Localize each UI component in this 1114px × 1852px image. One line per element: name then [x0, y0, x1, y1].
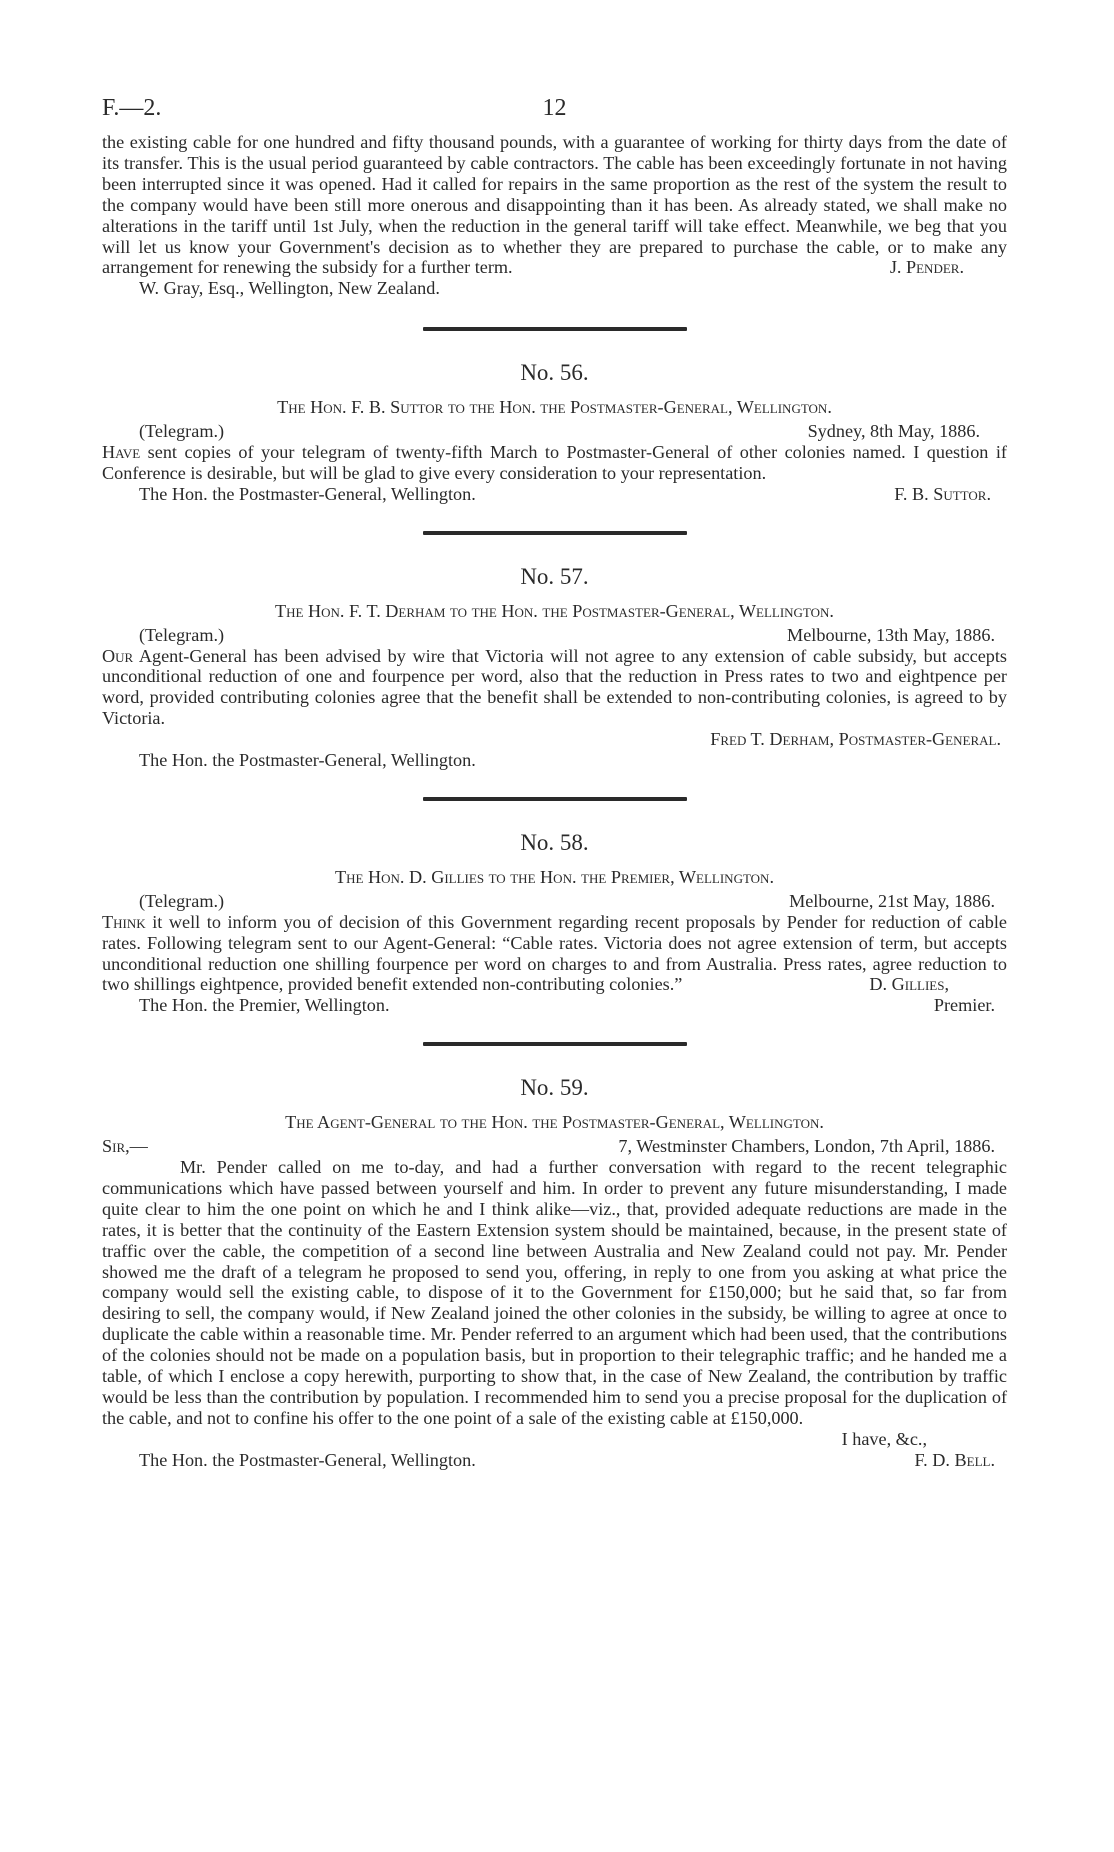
- divider: [102, 327, 1007, 331]
- letter-59: [102, 1074, 1007, 1470]
- telegram-row: [102, 891, 1007, 912]
- letter-number: No. 59.: [520, 1075, 589, 1101]
- page-header: [102, 96, 1007, 132]
- letter-signature: Fred T. Derham, Postmaster-General.: [710, 729, 1001, 750]
- letter-number: No. 56.: [520, 360, 589, 386]
- letter-57: [102, 563, 1007, 771]
- letter-signature: F. B. Suttor.: [894, 483, 991, 504]
- letter-signature: D. Gillies,: [869, 974, 949, 995]
- divider: [102, 531, 1007, 535]
- continuation-signature: J. Pender.: [889, 257, 964, 278]
- letter-body: Think it well to inform you of decision of this Government regarding recent proposals by Pender for reduction of cable rates. Following telegram sent to our Agent-General: “Cable rates. Victoria does not agree extension of term, but accepts unconditional reduction one shilling fourpence per word on charges to and from Australia. Press rates, agree reduction to two shillings eightpence, provided benefit extended non-contributing colonies.”: [102, 911, 1007, 995]
- letter-body: Have sent copies of your telegram of twenty-fifth March to Postmaster-General of other colonies named. I question if Conference is desirable, but will be glad to give every consideration to your representation.: [102, 441, 1007, 483]
- divider: [102, 1042, 1007, 1046]
- letter-number: No. 58.: [520, 829, 589, 855]
- telegram-label: (Telegram.): [139, 421, 225, 442]
- signature-title: Premier.: [933, 995, 995, 1016]
- letter-addressee: The Hon. the Premier, Wellington.: [139, 995, 390, 1016]
- continuation-paragraph: the existing cable for one hundred and fifty thousand pounds, with a guarantee of working for thirty days from the date of its transfer. This is the usual period guaranteed by cable contractors. The cable has been exceedingly fortunate in not having been interrupted since it was opened. Had it called for repairs in the same proportion as the rest of the system the result to the company would have been still more onerous and disappointing than it has been. As already stated, we shall make no alterations in the tariff until 1st July, when the reduction in the general tariff will take effect. Meanwhile, we beg that you will let us know your Government's decision as to whether they are prepared to purchase the cable, or to make any arrangement for renewing the subsidy for a further term.: [102, 132, 1007, 278]
- telegram-row: [102, 421, 1007, 442]
- paper-reference: F.—2.: [102, 95, 162, 121]
- letter-signature: F. D. Bell.: [914, 1449, 995, 1470]
- page-number: 12: [542, 95, 567, 121]
- letter-addressee: The Hon. the Postmaster-General, Wellington.: [139, 483, 476, 504]
- continuation-addressee: W. Gray, Esq., Wellington, New Zealand.: [139, 278, 440, 299]
- letter-title: The Hon. F. T. Derham to the Hon. the Postmaster-General, Wellington.: [275, 600, 834, 621]
- place-date: Melbourne, 21st May, 1886.: [789, 890, 995, 911]
- document-page: [102, 96, 1007, 1471]
- letter-addressee: The Hon. the Postmaster-General, Wellington.: [139, 750, 476, 771]
- letter-body: Our Agent-General has been advised by wire that Victoria will not agree to any extension of cable subsidy, but accepts unconditional reduction of one and fourpence per word, also that the reduction in Press rates to two and eightpence per word, provided contributing colonies agree that the benefit shall be extended to non-contributing colonies, is agreed to by Victoria.: [102, 645, 1007, 729]
- letter-title: The Agent-General to the Hon. the Postmaster-General, Wellington.: [285, 1112, 824, 1133]
- letter-58: [102, 829, 1007, 1016]
- telegram-row: [102, 625, 1007, 646]
- letter-56: [102, 359, 1007, 505]
- salutation-row: [102, 1136, 1007, 1157]
- addressee-signature-row: [102, 484, 1007, 505]
- closing: I have, &c.,: [841, 1428, 927, 1449]
- letter-title: The Hon. D. Gillies to the Hon. the Premier, Wellington.: [334, 866, 774, 887]
- telegram-label: (Telegram.): [139, 624, 225, 645]
- letter-addressee: The Hon. the Postmaster-General, Wellington.: [139, 1449, 476, 1470]
- salutation: Sir,—: [102, 1136, 148, 1157]
- place-date: 7, Westminster Chambers, London, 7th April, 1886.: [618, 1136, 995, 1157]
- divider: [102, 797, 1007, 801]
- letter-title: The Hon. F. B. Suttor to the Hon. the Postmaster-General, Wellington.: [277, 397, 832, 418]
- letter-body: Mr. Pender called on me to-day, and had a further conversation with regard to the recent telegraphic communications which have passed between yourself and him. In order to prevent any future misunderstanding, I made quite clear to him the one point on which he and I think alike—viz., that, provided adequate reductions are made in the rates, it is better that the continuity of the Eastern Extension system should be maintained, because, in the present state of traffic over the cable, the competition of a second line between Australia and New Zealand could not pay. Mr. Pender showed me the draft of a telegram he proposed to send you, offering, in reply to one from you asking at what price the company would sell the existing cable, to dispose of it to the Government for £150,000; but he said that, so far from desiring to sell, the company would, if New Zealand joined the other colonies in the subsidy, be willing to agree at once to duplicate the cable within a reasonable time. Mr. Pender referred to an argument which had been used, that the contributions of the colonies should not be made on a population basis, but in proportion to their telegraphic traffic; and he handed me a table, of which I enclose a copy herewith, purporting to show that, in the case of New Zealand, the contribution by traffic would be less than the contribution by population. I recommended him to send you a precise proposal for the duplication of the cable, and not to confine his offer to the one point of a sale of the existing cable at £150,000.: [102, 1157, 1007, 1428]
- place-date: Melbourne, 13th May, 1886.: [787, 624, 995, 645]
- telegram-label: (Telegram.): [139, 890, 225, 911]
- place-date: Sydney, 8th May, 1886.: [807, 421, 980, 442]
- letter-number: No. 57.: [520, 563, 589, 589]
- addressee-signature-row: [102, 995, 1007, 1016]
- addressee-signature-row: [102, 1450, 1007, 1471]
